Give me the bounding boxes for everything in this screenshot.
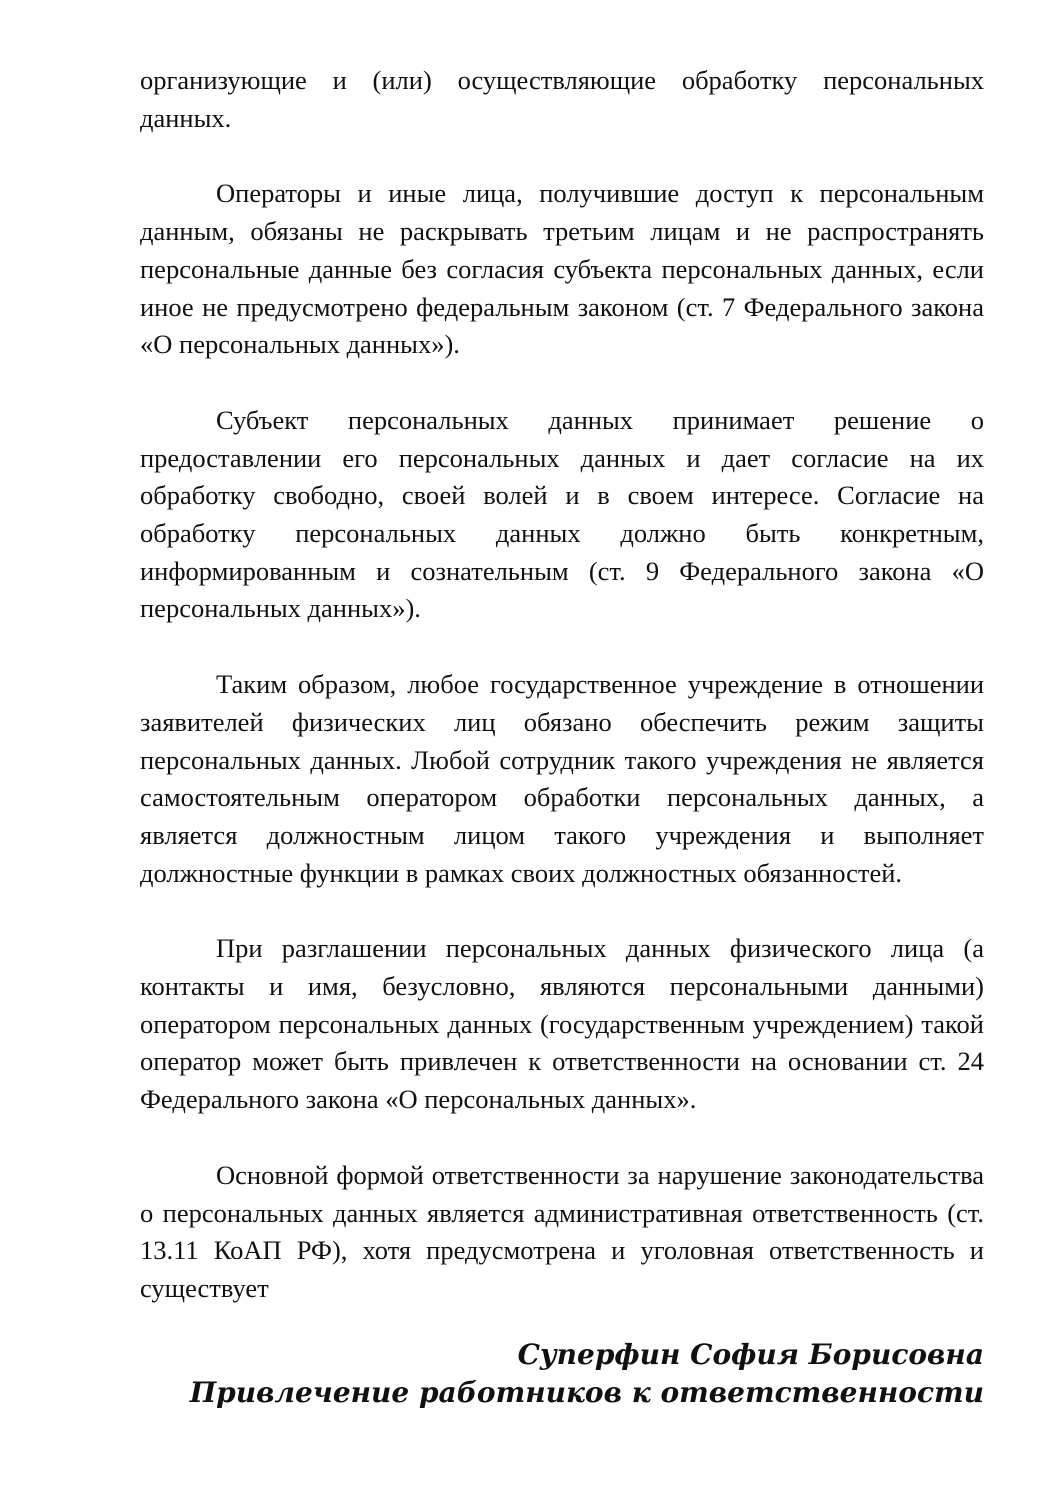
paragraph-operators-obligation: Операторы и иные лица, получившие доступ к персональным данным, обязаны не раскрывать третьим лицам и не распространять персональные данные без согласия субъекта персональных данных, если иное не предусмотрено федеральным законом (ст. 7 Федерального закона «О персональных данных»).	[140, 178, 984, 360]
footer-author: Суперфин София Борисовна	[517, 1338, 984, 1371]
document-body	[140, 62, 984, 1308]
paragraph-subject-consent: Субъект персональных данных принимает решение о предоставлении его персональных данных и дает согласие на их обработку свободно, своей волей и в своем интересе. Согласие на обработку персональных данных должно быть конкретным, информированным и сознательным (ст. 9 Федерального закона «О персональных данных»).	[140, 404, 984, 624]
paragraph-state-institution: Таким образом, любое государственное учреждение в отношении заявителей физических лиц обязано обеспечить режим защиты персональных данных. Любой сотрудник такого учреждения не является самостоятельным оператором обработки персональных данных, а является должностным лицом такого учреждения и выполняет должностные функции в рамках своих должностных обязанностей.	[140, 669, 984, 888]
footer-title: Привлечение работников к ответственности	[189, 1376, 984, 1409]
paragraph-responsibility-forms: Основной формой ответственности за нарушение законодательства о персональных данных является административная ответственность (ст. 13.11 КоАП РФ), хотя предусмотрена и уголовная ответственность и существует	[140, 1159, 984, 1303]
paragraph-disclosure-liability: При разглашении персональных данных физического лица (а контакты и имя, безусловно, являются персональными данными) оператором персональных данных (государственным учреждением) такой оператор может быть привлечен к ответственности на основании ст. 24 Федерального закона «О персональных данных».	[140, 933, 984, 1115]
page-footer	[190, 1336, 984, 1412]
paragraph-continuation: организующие и (или) осуществляющие обработку персональных данных.	[140, 65, 984, 133]
